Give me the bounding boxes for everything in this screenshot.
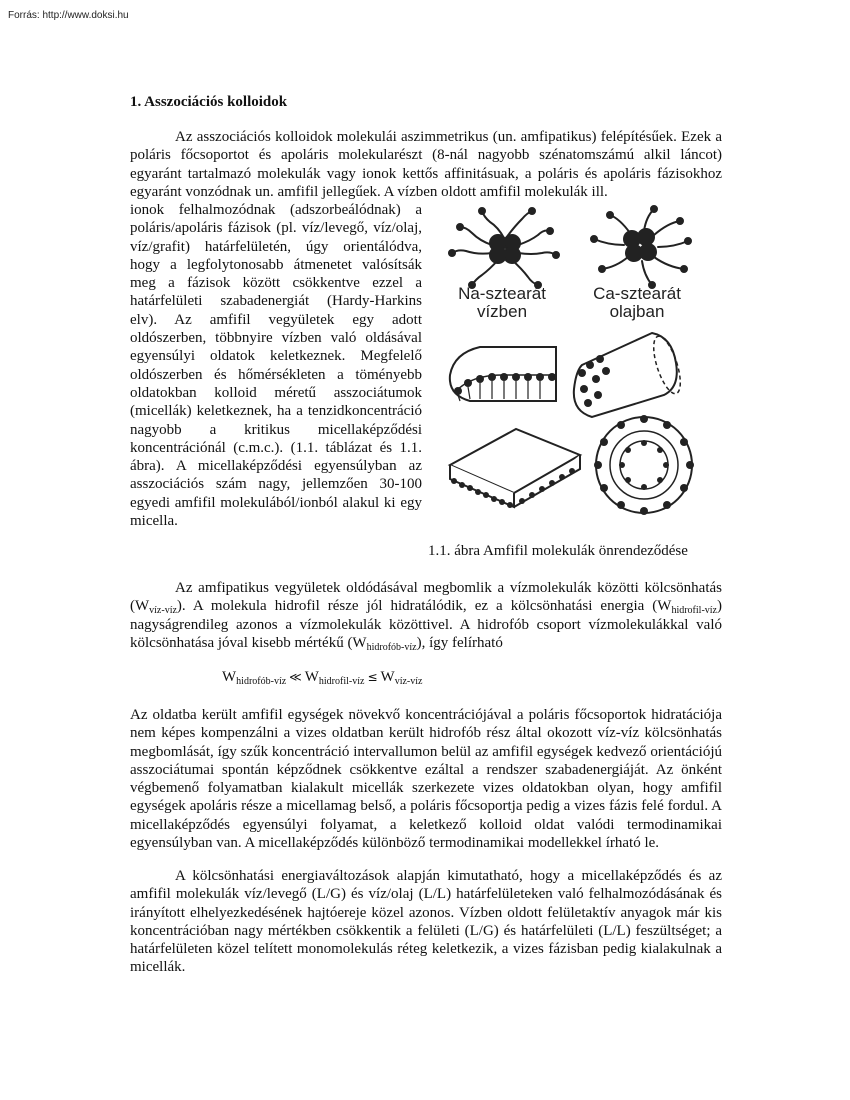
figure-caption: 1.1. ábra Amfifil molekulák önrendeződése (428, 543, 688, 559)
section-heading: 1. Asszociációs kolloidok (130, 94, 288, 110)
label-in-water: vízben (476, 302, 528, 321)
paragraph-wrapped-column: ionok felhalmozódnak (adszorbeálódnak) a poláris/apoláris fázisok (pl. víz/levegő, víz/olaj, víz/grafit) határfelületén, úgy orientálódva, hogy a legfolytonosabb átmenetet valósítsák meg a fázisok között csökkentve ezzel a határfelületi szabadenergiát (Hardy-Harkins elv). Az amfifil vegyületek egy adott oldószerben, többnyire vízben való oldásával egyensúlyi oldatok keletkeznek. Megfelelő oldószerben és hőmérsékleten a töményebb oldatokban kolloid méretű asszociátumok (micellák) keletkeznek, ha a tenzidkoncentráció nagyobb a kritikus micellaképződési koncentrációnál (c.m.c.). (1.1. táblázat és 1.1. ábra). A micellaképződési egyensúlyban az asszociációs szám nagy, jellemzően 30-100 egyedi amfifil molekulából/ionból alakul ki egy micella. (130, 202, 422, 530)
energy-inequality: $W_{hidrofób-víz}$ ≪ $W_{hidrofil-víz} \le W_{víz-víz}$ (222, 669, 423, 687)
paragraph-micelle-formation: Az oldatba került amfifil egységek növekvő koncentrációjával a poláris főcsoportok hidratációja nem képes kompenzálni a vizes oldatban került hidrofób rész által okozott víz-víz kölcsönhatás megbomlását, így szűk koncentráció intervallumon belül az amfifil egységek kedvező orientációjú asszociátumai spontán képződnek csökkentve ezáltal a rendszer szabadenergiáját. Az önként végbemenő folyamatban kialakult micellák szerkezete vizes oldatokban olyan, hogy amfifil egységek apoláris része a micellamag belső, a poláris főcsoportja pedig a vizes fázis felé fordul. A micellaképződés egyensúlyi folyamat, a keletkező kolloid oldat valódi termodinamikai egyensúlyban van. A micellaképződés különböző termodinamikai modellekkel írható le. (130, 707, 722, 852)
paragraph-interaction: Az amfipatikus vegyületek oldódásával megbomlik a vízmolekulák közötti kölcsönhatás $(W_{víz-víz})$. A molekula hidrofil része jól hidratálódik, ez a kölcsönhatási energia $(W_{hidrofil-víz})$ nagyságrendileg azonos a vízmolekulák közöttivel. A hidrofób csoport vízmolekulákkal való kölcsönhatása jóval kisebb mértékű $(W_{hidrofób-víz})$, így felírható (130, 580, 722, 653)
self-assembly-diagram (432, 205, 722, 535)
half-cylinder-micelle-drawing (450, 347, 556, 401)
paragraph-energy-changes: A kölcsönhatási energiaváltozások alapján kimutatható, hogy a micellaképződés és az amfifil molekulák víz/levegő (L/G) és víz/olaj (L/L) határfelületeken való felhalmozódásának és irányított elhelyezkedésének hajtóereje közel azonos. Vízben oldott felületaktív anyagok már kis koncentrációban nagy mértékben csökkentik a felületi (L/G) és határfelületi (L/L) feszültséget; a határfelületen közel telített monomolekulás réteg keletkezik, a vizes fázisban pedig kialakulnak a micellák. (130, 868, 722, 976)
label-ca-stearate: Ca-sztearát (593, 284, 681, 303)
amphiphile-figure (432, 205, 722, 535)
paragraph-intro: Az asszociációs kolloidok molekulái aszimmetrikus (un. amfipatikus) felépítésűek. Ezek a poláris főcsoportot és apoláris molekularészt (8-nál nagyobb szénatomszámú alkil láncot) egyaránt tartalmazó molekulák vagy ionok kettős affinitásuak, a poláris és apoláris fázisokhoz egyaránt vonzódnak un. amfifil jellegűek. A vízben oldott amfifil molekulák ill. (130, 129, 722, 200)
cylinder-micelle-drawing (574, 333, 686, 417)
vesicle-micelle-drawing (594, 415, 694, 515)
bilayer-sheet-drawing (450, 429, 580, 508)
source-header: Forrás: http://www.doksi.hu (8, 10, 129, 21)
label-na-stearate: Na-sztearát (458, 284, 546, 303)
ca-stearate-micelle-drawing (591, 206, 691, 288)
label-in-oil: olajban (609, 302, 665, 321)
na-stearate-micelle-drawing (449, 208, 559, 288)
